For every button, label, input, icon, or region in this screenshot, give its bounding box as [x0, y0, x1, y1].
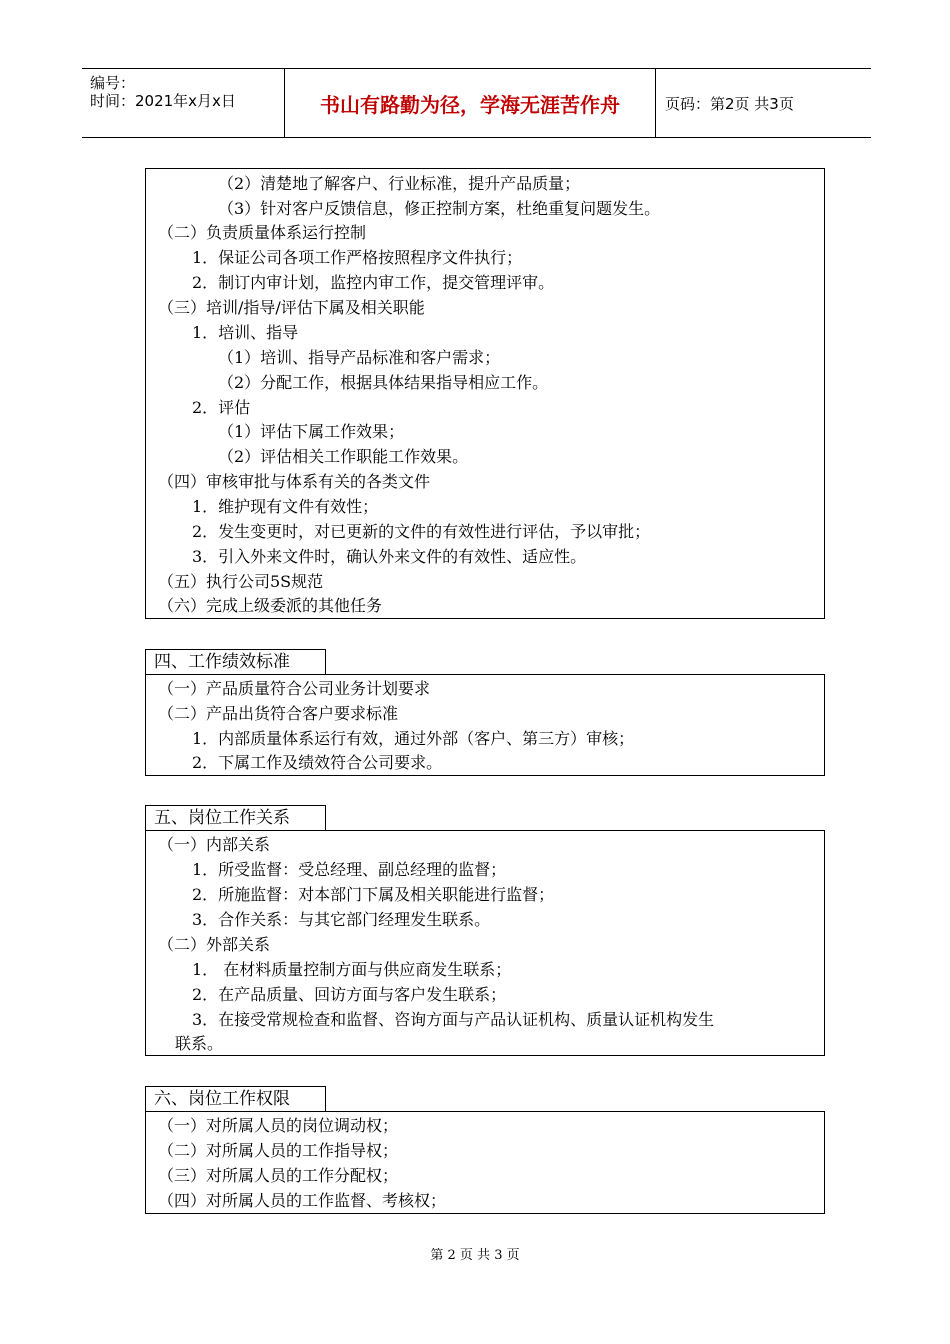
page-footer: 第 2 页 共 3 页 — [430, 1248, 520, 1263]
list-item: （五）执行公司5S规范 — [158, 572, 324, 591]
list-item: （六）完成上级委派的其他任务 — [158, 596, 383, 615]
list-item: （二）对所属人员的工作指导权； — [158, 1141, 399, 1160]
list-item: （四）审核审批与体系有关的各类文件 — [158, 472, 431, 491]
list-item: （1）培训、指导产品标准和客户需求； — [218, 348, 501, 367]
number-label: 编号： — [90, 74, 136, 92]
list-item: 2．发生变更时，对已更新的文件的有效性进行评估，予以审批； — [192, 522, 651, 541]
list-item: 2．在产品质量、回访方面与客户发生联系； — [192, 985, 507, 1004]
list-item: （1）评估下属工作效果； — [218, 422, 405, 441]
list-item: 1．维护现有文件有效性； — [192, 497, 379, 516]
list-item: 1．培训、指导 — [192, 323, 299, 342]
list-item: 3．引入外来文件时，确认外来文件的有效性、适应性。 — [192, 547, 587, 566]
list-item: 2．制订内审计划，监控内审工作，提交管理评审。 — [192, 273, 555, 292]
list-item: 2．下属工作及绩效符合公司要求。 — [192, 753, 443, 772]
list-item: （三）培训/指导/评估下属及相关职能 — [158, 298, 425, 317]
list-item: 3．在接受常规检查和监督、咨询方面与产品认证机构、质量认证机构发生 — [192, 1010, 715, 1029]
list-item: （二）负责质量体系运行控制 — [158, 223, 367, 242]
list-item: 3．合作关系：与其它部门经理发生联系。 — [192, 910, 491, 929]
list-item: （二）外部关系 — [158, 935, 271, 954]
list-item: （一）产品质量符合公司业务计划要求 — [158, 679, 431, 698]
section6-title: 六、岗位工作权限 — [145, 1086, 326, 1111]
date-label: 时间：2021年x月x日 — [90, 92, 236, 110]
list-item: 1． 在材料质量控制方面与供应商发生联系； — [192, 960, 512, 979]
list-item: 1．所受监督：受总经理、副总经理的监督； — [192, 860, 507, 879]
list-item: （四）对所属人员的工作监督、考核权； — [158, 1191, 447, 1210]
list-item: （2）清楚地了解客户、行业标准，提升产品质量； — [218, 174, 581, 193]
list-item: 1．内部质量体系运行有效，通过外部（客户、第三方）审核； — [192, 729, 635, 748]
section5-title: 五、岗位工作关系 — [145, 805, 326, 830]
list-item: 1．保证公司各项工作严格按照程序文件执行； — [192, 248, 523, 267]
list-item: （2）分配工作，根据具体结果指导相应工作。 — [218, 373, 549, 392]
list-item: 2．评估 — [192, 398, 251, 417]
header-motto: 书山有路勤为径，学海无涯苦作舟 — [285, 69, 656, 137]
list-item: （3）针对客户反馈信息，修正控制方案，杜绝重复问题发生。 — [218, 199, 661, 218]
section4-title: 四、工作绩效标准 — [145, 649, 326, 674]
list-item: （一）对所属人员的岗位调动权； — [158, 1116, 399, 1135]
list-item: 2．所施监督：对本部门下属及相关职能进行监督； — [192, 885, 555, 904]
page-header — [82, 68, 871, 138]
header-meta — [82, 69, 285, 137]
list-item: （三）对所属人员的工作分配权； — [158, 1166, 399, 1185]
list-item: （2）评估相关工作职能工作效果。 — [218, 447, 469, 466]
list-item: 联系。 — [175, 1034, 224, 1053]
page-indicator: 页码：第2页 共3页 — [665, 94, 794, 113]
list-item: （二）产品出货符合客户要求标准 — [158, 704, 399, 723]
list-item: （一）内部关系 — [158, 835, 271, 854]
